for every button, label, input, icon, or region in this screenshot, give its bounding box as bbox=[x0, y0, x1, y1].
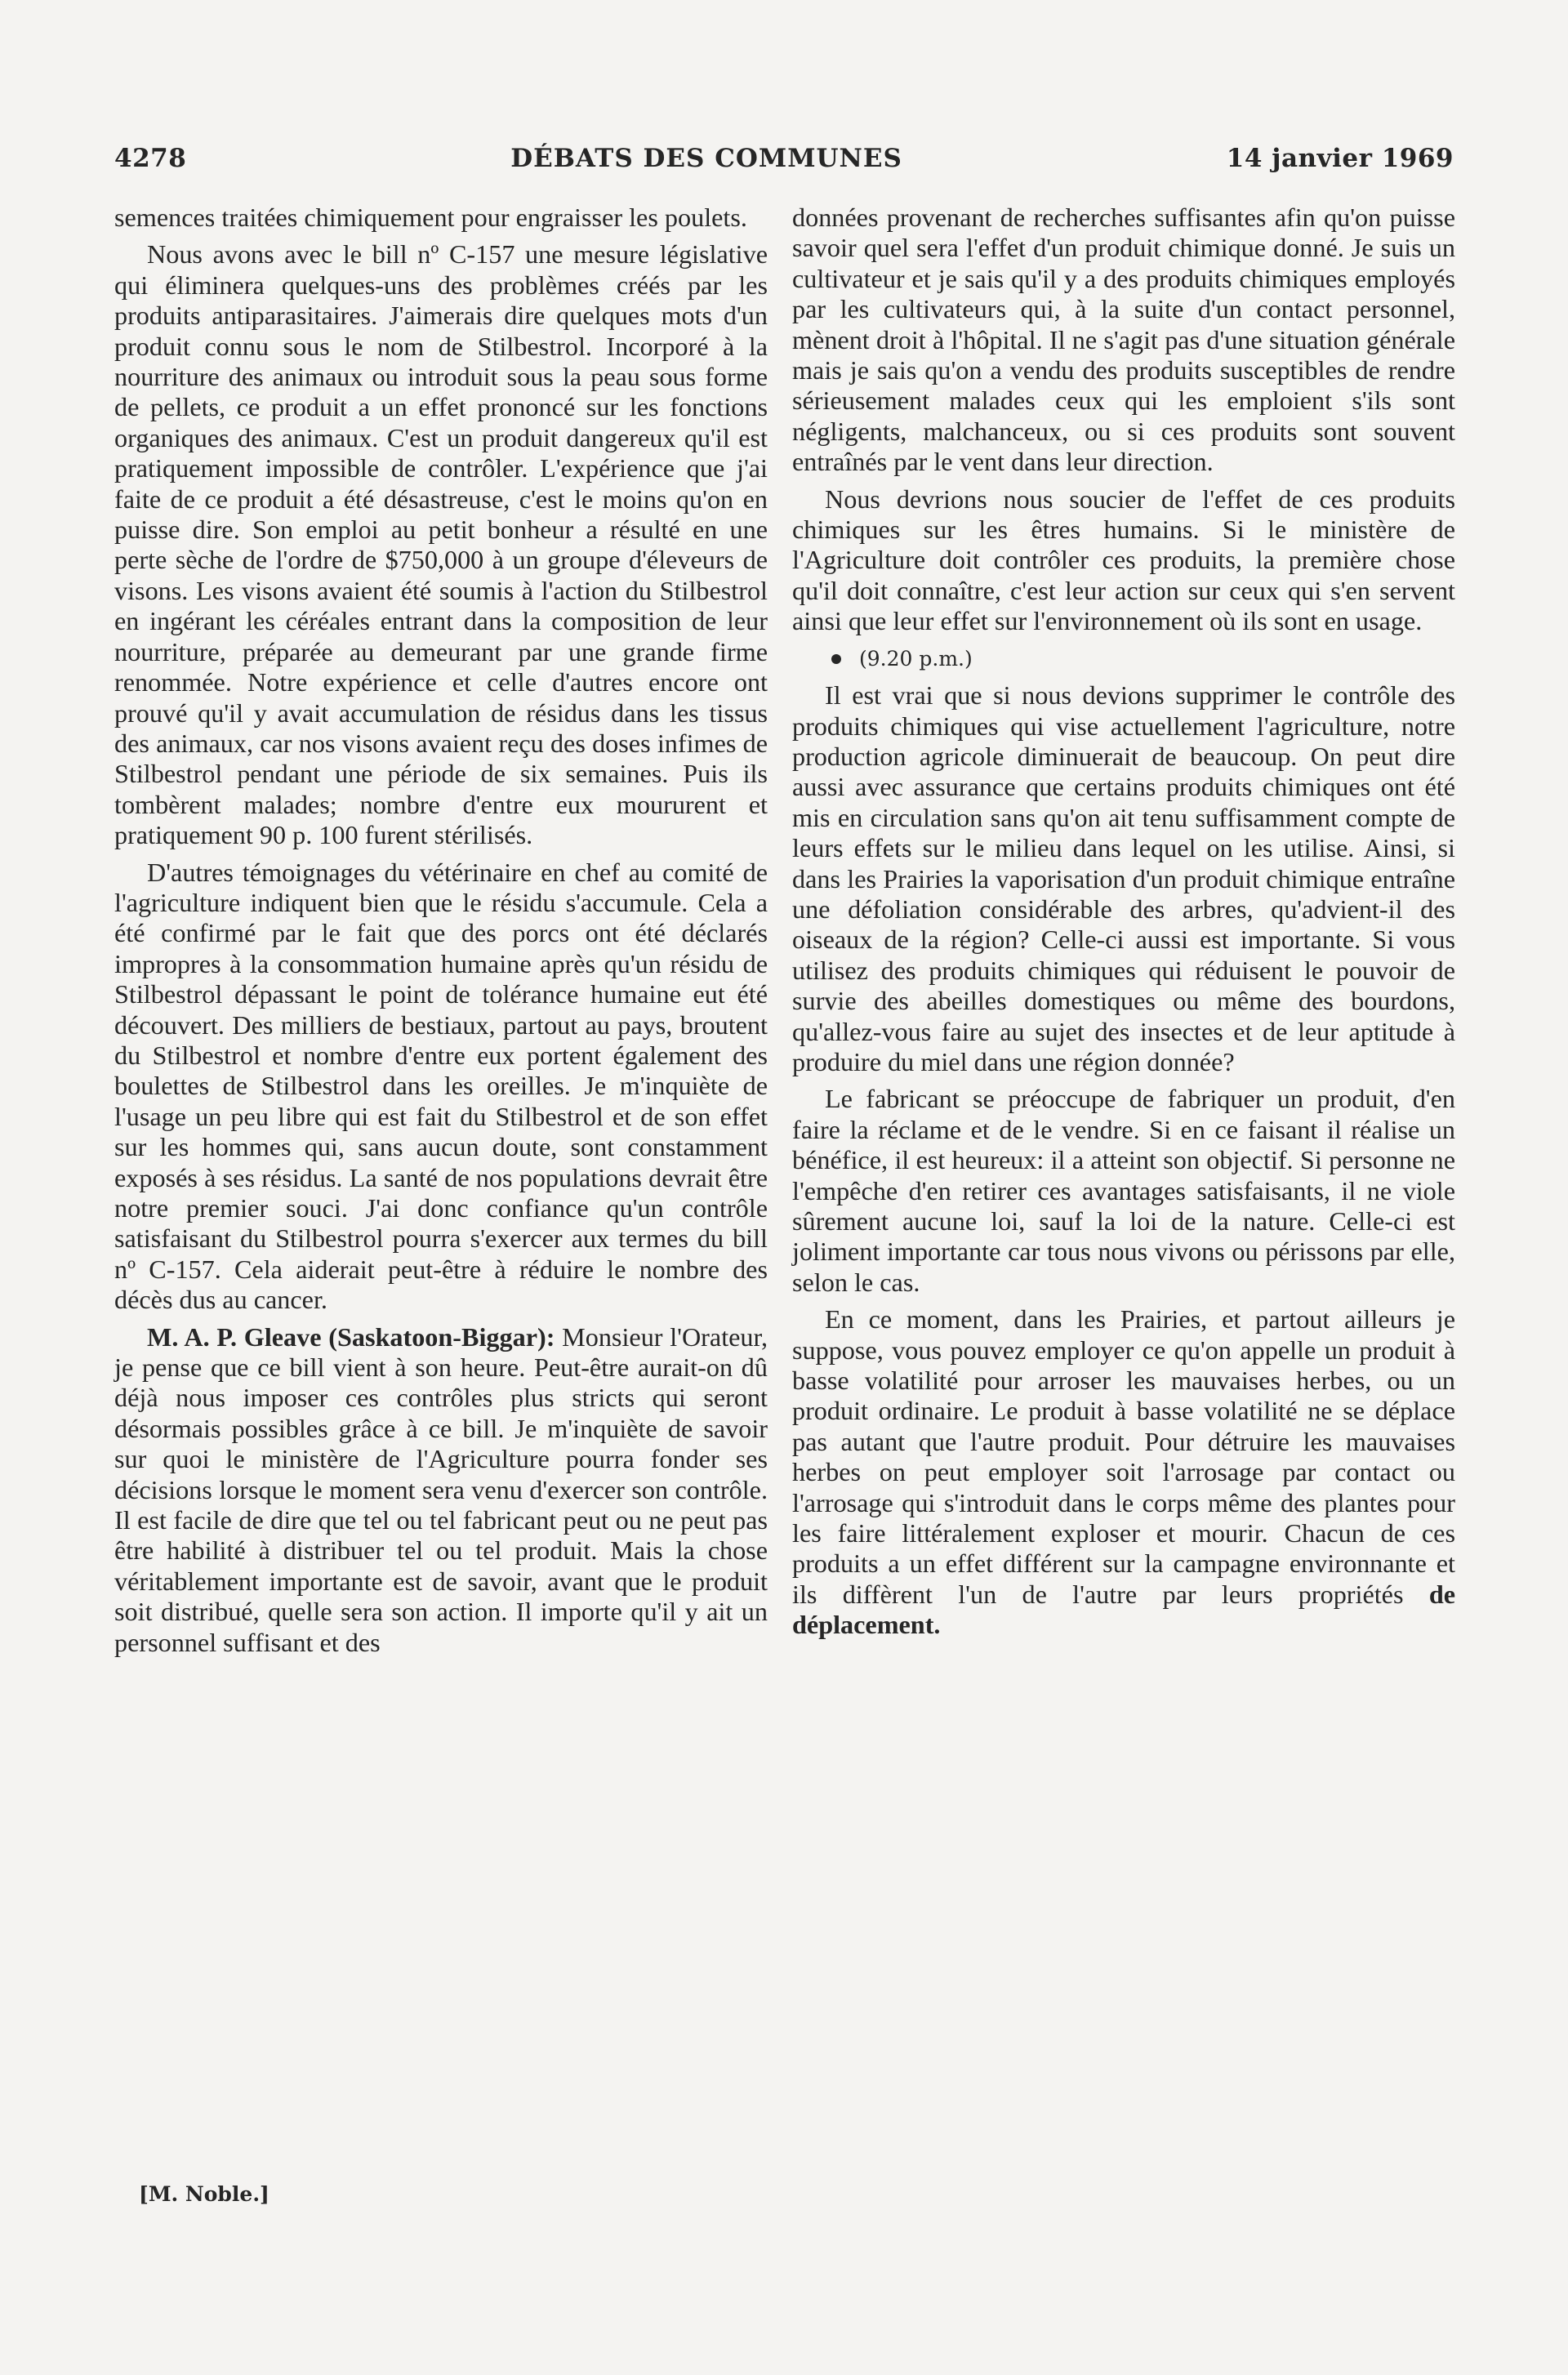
paragraph: Nous devrions nous soucier de l'effet de ces produits chimiques sur les êtres humains. Si le ministère de l'Agriculture doit contrôler ces produits, la première chose qu'il doit connaître, c'est leur action sur ceux qui s'en servent ainsi que leur effet sur l'environnement où ils sont en usage. bbox=[792, 483, 1455, 636]
right-column bbox=[792, 203, 1455, 1647]
speech-text: Monsieur l'Orateur, je pense que ce bill vient à son heure. Peut-être aurait-on dû déjà nous imposer ces contrôles plus stricts qui seront désormais possibles grâce à ce bill. Je m'inquiète de savoir sur quoi le ministère de l'Agriculture pourra fonder ses décisions lorsque le moment sera venu d'exercer son contrôle. Il est facile de dire que tel ou tel fabricant peut ou ne peut pas être habilité à distribuer tel ou tel produit. Mais la chose véritablement importante est de savoir, avant que le produit soit distribué, quelle sera son action. Il importe qu'il y ait un personnel suffisant et des bbox=[114, 1321, 768, 1657]
paragraph: Le fabricant se préoccupe de fabriquer un produit, d'en faire la réclame et de le vendre. Si en ce faisant il réalise un bénéfice, il est heureux: il a atteint son objectif. Si personne ne l'empêche d'en retirer ces avantages satisfaisants, il ne viole sûrement aucune loi, sauf la loi de la nature. Celle-ci est joliment importante car tous nous vivons ou périssons par elle, selon le cas. bbox=[792, 1084, 1455, 1297]
paragraph: D'autres témoignages du vétérinaire en chef au comité de l'agriculture indiquent bien que le résidu s'accumule. Cela a été confirmé par le fait que des porcs ont été déclarés impropres à la consommation humaine après qu'un résidu de Stilbestrol dépassant le point de tolérance humaine eut été découvert. Des milliers de bestiaux, partout au pays, broutent du Stilbestrol et nombre d'entre eux portent également des boulettes de Stilbestrol dans les oreilles. Je m'inquiète de l'usage un peu libre qui est fait du Stilbestrol et de son effet sur les hommes qui, sans aucun doute, sont constamment exposés à ses résidus. La santé de nos populations devrait être notre premier souci. J'ai donc confiance qu'un contrôle satisfaisant du Stilbestrol pourra s'exercer aux termes du bill nº C-157. Cela aiderait peut-être à réduire le nombre des décès dus au cancer. bbox=[114, 857, 768, 1315]
paragraph: données provenant de recherches suffisantes afin qu'on puisse savoir quel sera l'effet d'un produit chimique donné. Je suis un cultivateur et je sais qu'il y a des produits chimiques employés par les cultivateurs qui, à la suite d'un contact personnel, mènent droit à l'hôpital. Il ne s'agit pas d'une situation générale mais je sais qu'on a vendu des produits susceptibles de rendre sérieusement malades ceux qui les emploient s'ils sont négligents, malchanceux, ou si ces produits sont souvent entraînés par le vent dans leur direction. bbox=[792, 203, 1455, 477]
paragraph bbox=[792, 1304, 1455, 1640]
page-header bbox=[114, 144, 1454, 180]
paragraph: Il est vrai que si nous devions supprimer le contrôle des produits chimiques qui vise actuellement l'agriculture, notre production agricole diminuerait de beaucoup. On peut dire aussi avec assurance que certains produits chimiques ont été mis en circulation sans qu'on ait tenu suffisamment compte de leurs effets sur le milieu dans lequel on les utilise. Ainsi, si dans les Prairies la vaporisation d'un produit chimique entraîne une défoliation considérable des arbres, qu'advient-il des oiseaux de la région? Celle-ci aussi est importante. Si vous utilisez des produits chimiques qui réduisent le pouvoir de survie des abeilles domestiques ou même des bourdons, qu'allez-vous faire au sujet des insectes et de leur aptitude à produire du miel dans une région donnée? bbox=[792, 680, 1455, 1076]
paragraph-ending: de déplacement. bbox=[792, 1579, 1455, 1640]
left-column bbox=[114, 203, 768, 1664]
bullet-icon bbox=[831, 654, 841, 664]
publication-title: DÉBATS DES COMMUNES bbox=[510, 144, 902, 173]
speaker-paragraph bbox=[114, 1322, 768, 1658]
speaker-name: M. A. P. Gleave (Saskatoon-Biggar): bbox=[147, 1321, 555, 1352]
paragraph: Nous avons avec le bill nº C-157 une mesure législative qui éliminera quelques-uns des problèmes créés par les produits antiparasitaires. J'aimerais dire quelques mots d'un produit connu sous le nom de Stilbestrol. Incorporé à la nourriture des animaux ou introduit sous la peau sous forme de pellets, ce produit a un effet prononcé sur les fonctions organiques des animaux. C'est un produit dangereux qu'il est pratiquement impossible de contrôler. L'expérience que j'ai faite de ce produit a été désastreuse, c'est le moins qu'on en puisse dire. Son emploi au petit bonheur a résulté en une perte sèche de l'ordre de $750,000 à un groupe d'éleveurs de visons. Les visons avaient été soumis à l'action du Stilbestrol en ingérant les céréales entrant dans la composition de leur nourriture, préparée au demeurant par une grande firme renommée. Notre expérience et celle d'autres encore ont prouvé qu'il y avait accumulation de résidus dans les tissus des animaux, car nos visons avaient reçu des doses infimes de Stilbestrol pendant une période de six semaines. Puis ils tombèrent malades; nombre d'entre eux moururent et pratiquement 90 p. 100 furent stérilisés. bbox=[114, 239, 768, 850]
time-stamp-text: (9.20 p.m.) bbox=[859, 646, 973, 671]
footnote-speaker-ref: [M. Noble.] bbox=[139, 2182, 270, 2206]
paragraph-text: En ce moment, dans les Prairies, et partout ailleurs je suppose, vous pouvez employer ce qu'on appelle un produit à basse volatilité pour arroser les mauvaises herbes, ou un produit ordinaire. Le produit à basse volatilité ne se déplace pas autant que l'autre produit. Pour détruire les mauvaises herbes on peut employer soit l'arrosage par contact ou l'arrosage qui s'introduit dans le corps même des plantes pour les faire littéralement exploser et mourir. Chacun de ces produits a un effet différent sur la campagne environnante et ils diffèrent l'un de l'autre par leurs propriétés bbox=[792, 1304, 1455, 1609]
page-number: 4278 bbox=[114, 144, 187, 173]
paragraph: semences traitées chimiquement pour engraisser les poulets. bbox=[114, 203, 747, 232]
time-stamp bbox=[792, 644, 1455, 674]
page-date: 14 janvier 1969 bbox=[1226, 144, 1454, 173]
